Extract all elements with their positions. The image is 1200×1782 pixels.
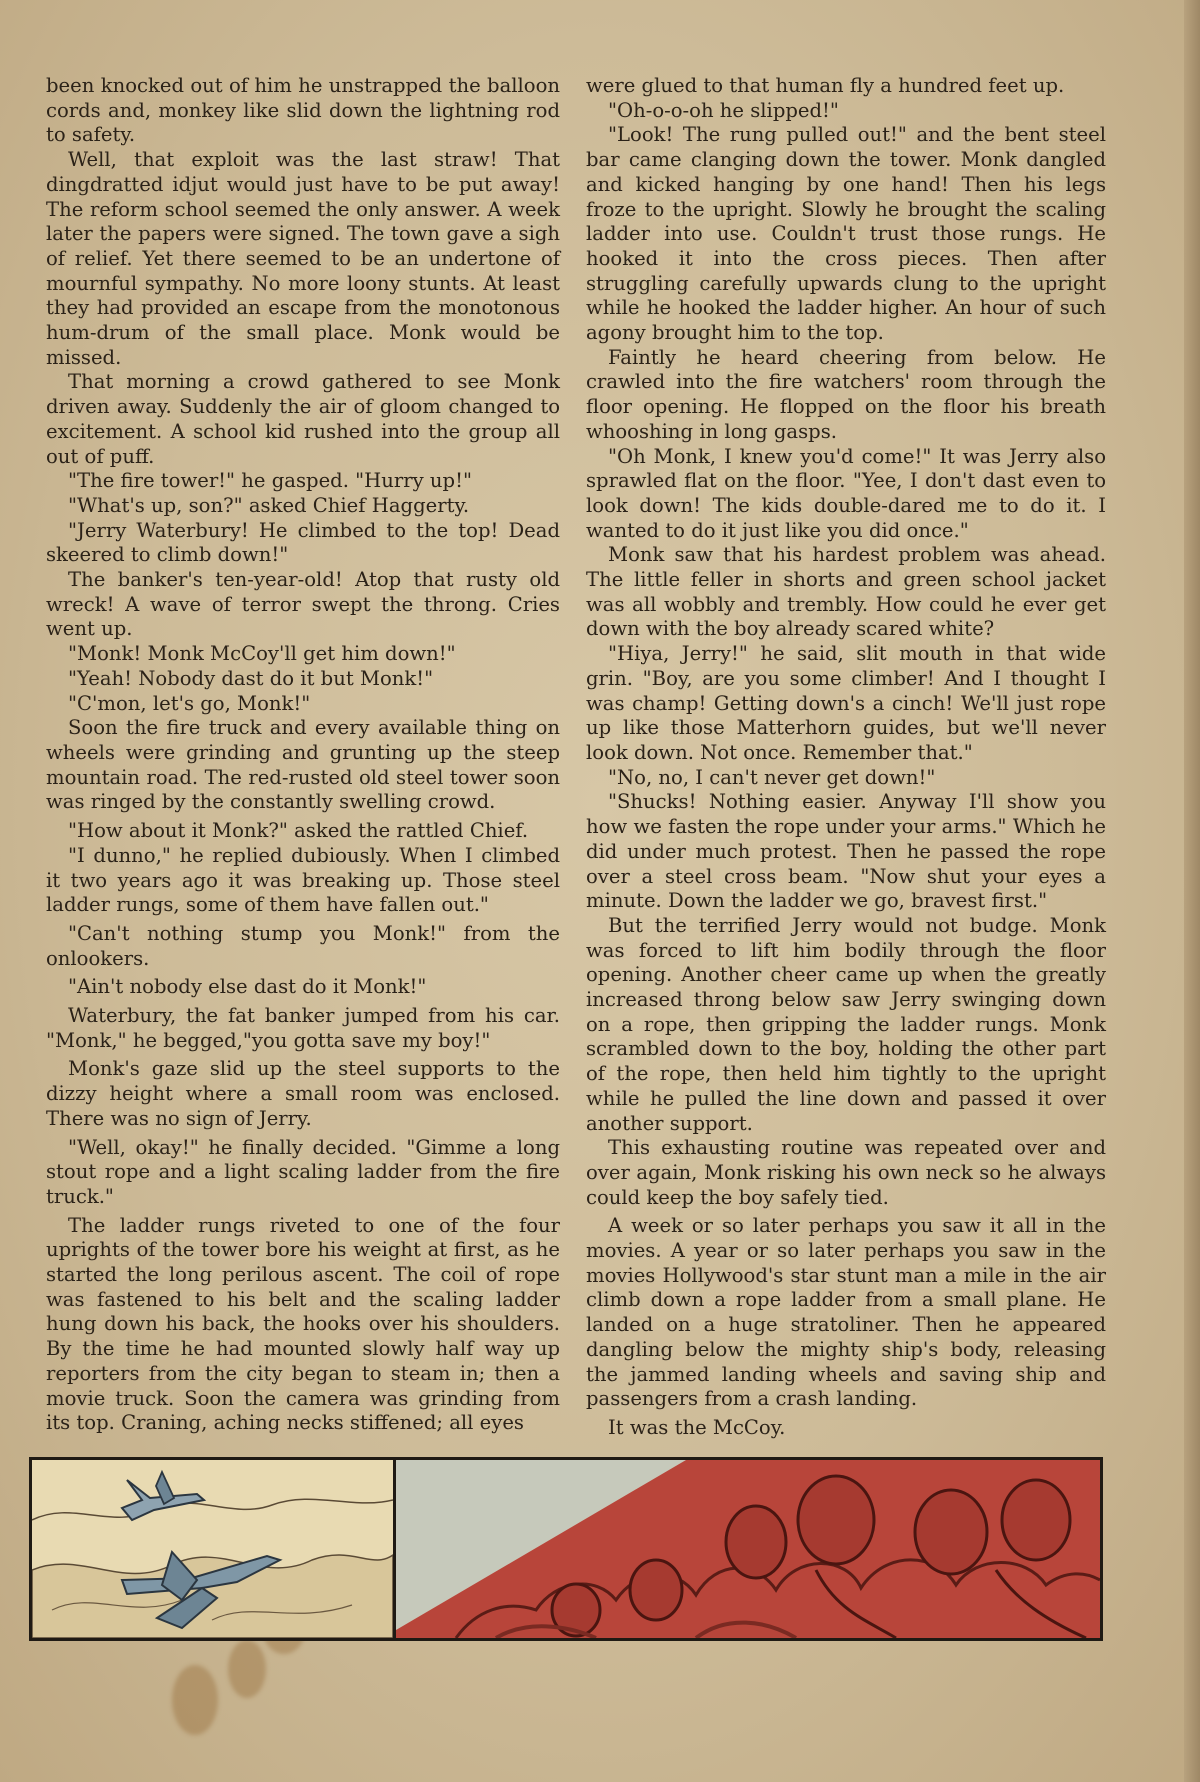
paragraph: That morning a crowd gathered to see Monk driven away. Suddenly the air of gloom changed to excitement. A school kid rushed into the group all out of puff. [46, 370, 560, 468]
paragraph: It was the McCoy. [608, 1415, 786, 1439]
right-text-column [586, 74, 1106, 1441]
paragraph: "Jerry Waterbury! He climbed to the top! Dead skeered to climb down!" [46, 518, 560, 567]
paragraph: This exhausting routine was repeated over and over again, Monk risking his own neck so he always could keep the boy safely tied. [586, 1136, 1106, 1209]
paragraph: Waterbury, the fat banker jumped from his car. "Monk," he begged,"you gotta save my boy!" [46, 1004, 560, 1052]
paragraph: "Oh Monk, I knew you'd come!" It was Jerry also sprawled flat on the floor. "Yee, I don't dast even to look down! The kids double-dared me to do it. I wanted to do it just like you did once." [586, 444, 1106, 542]
paragraph: "Yeah! Nobody dast do it but Monk!" [68, 666, 434, 690]
paragraph: been knocked out of him he unstrapped the balloon cords and, monkey like slid down the lightning rod to safety. [46, 74, 560, 147]
paragraph: A week or so later perhaps you saw it all in the movies. A year or so later perhaps you saw in the movies Hollywood's star stunt man a mile in the air climb down a rope ladder from a small plane. He landed on a huge stratoliner. Then he appeared dangling below the mighty ship's body, releasing the jammed landing wheels and saving ship and passengers from a crash landing. [586, 1214, 1106, 1411]
left-text-column [46, 74, 560, 1436]
paragraph: were glued to that human fly a hundred feet up. [586, 74, 1065, 97]
illustration-strip [29, 1457, 1103, 1641]
plane-illustration [32, 1460, 393, 1638]
paragraph: "No, no, I can't never get down!" [608, 765, 936, 789]
crowd-panel [396, 1460, 1100, 1638]
paragraph: Monk's gaze slid up the steel supports to the dizzy height where a small room was enclosed. There was no sign of Jerry. [46, 1057, 560, 1130]
stain-mark [172, 1665, 218, 1735]
paragraph: "Can't nothing stump you Monk!" from the onlookers. [46, 921, 560, 970]
paragraph: "C'mon, let's go, Monk!" [68, 691, 311, 715]
paragraph: "Ain't nobody else dast do it Monk!" [68, 975, 427, 999]
paragraph: Faintly he heard cheering from below. He crawled into the fire watchers' room through the floor opening. He flopped on the floor his breath whooshing in long gasps. [586, 345, 1106, 443]
paragraph: But the terrified Jerry would not budge. Monk was forced to lift him bodily through the floor opening. Another cheer came up when the greatly increased throng below saw Jerry swinging down on a rope, then gripping the ladder rungs. Monk scrambled down to the boy, holding the other part of the rope, then held him tightly to the upright while he pulled the line down and passed it over another support. [586, 913, 1106, 1135]
paragraph: "How about it Monk?" asked the rattled Chief. [68, 819, 529, 843]
crowd-illustration [396, 1460, 1100, 1638]
paragraph: "What's up, son?" asked Chief Haggerty. [68, 493, 470, 517]
stain-mark [228, 1640, 266, 1698]
paragraph: Soon the fire truck and every available thing on wheels were grinding and grunting up the steep mountain road. The red-rusted old steel tower soon was ringed by the constantly swelling crowd. [46, 716, 560, 814]
page-edge [1184, 0, 1200, 1782]
paragraph: "Hiya, Jerry!" he said, slit mouth in that wide grin. "Boy, are you some climber! And I thought I was champ! Getting down's a cinch! We'll just rope up like those Matterhorn guides, but we'll never look down. Not once. Remember that." [586, 642, 1106, 764]
paragraph: "I dunno," he replied dubiously. When I climbed it two years ago it was breaking up. Those steel ladder rungs, some of them have fallen out." [46, 843, 560, 917]
paragraph: "Monk! Monk McCoy'll get him down!" [68, 642, 456, 666]
paragraph: "The fire tower!" he gasped. "Hurry up!" [68, 469, 472, 493]
paragraph: The banker's ten-year-old! Atop that rusty old wreck! A wave of terror swept the throng. Cries went up. [46, 568, 560, 641]
plane-over-mountains-panel [32, 1460, 393, 1638]
paragraph: "Look! The rung pulled out!" and the bent steel bar came clanging down the tower. Monk dangled and kicked hanging by one hand! Then his legs froze to the upright. Slowly he brought the scaling ladder into use. Couldn't trust those rungs. He hooked it into the cross pieces. Then after struggling carefully upwards clung to the upright while he hooked the ladder higher. An hour of such agony brought him to the top. [586, 123, 1106, 345]
paragraph: "Well, okay!" he finally decided. "Gimme a long stout rope and a light scaling ladder from the fire truck." [46, 1135, 560, 1208]
paragraph: Monk saw that his hardest problem was ahead. The little feller in shorts and green school jacket was all wobbly and trembly. How could he ever get down with the boy already scared white? [586, 543, 1106, 641]
paragraph: "Shucks! Nothing easier. Anyway I'll show you how we fasten the rope under your arms." Which he did under much protest. Then he passed the rope over a steel cross beam. "Now shut your eyes a minute. Down the ladder we go, bravest first." [586, 790, 1106, 913]
paragraph: The ladder rungs riveted to one of the four uprights of the tower bore his weight at first, as he started the long perilous ascent. The coil of rope was fastened to his belt and the scaling ladder hung down his back, the hooks over his shoulders. By the time he had mounted slowly half way up reporters from the city began to steam in; then a movie truck. Soon the camera was grinding from its top. Craning, aching necks stiffened; all eyes [46, 1213, 560, 1435]
paragraph: "Oh-o-o-oh he slipped!" [608, 98, 839, 122]
paragraph: Well, that exploit was the last straw! That dingdratted idjut would just have to be put away! The reform school seemed the only answer. A week later the papers were signed. The town gave a sigh of relief. Yet there seemed to be an undertone of mournful sympathy. No more loony stunts. At least they had provided an escape from the monotonous hum-drum of the small place. Monk would be missed. [46, 148, 560, 369]
